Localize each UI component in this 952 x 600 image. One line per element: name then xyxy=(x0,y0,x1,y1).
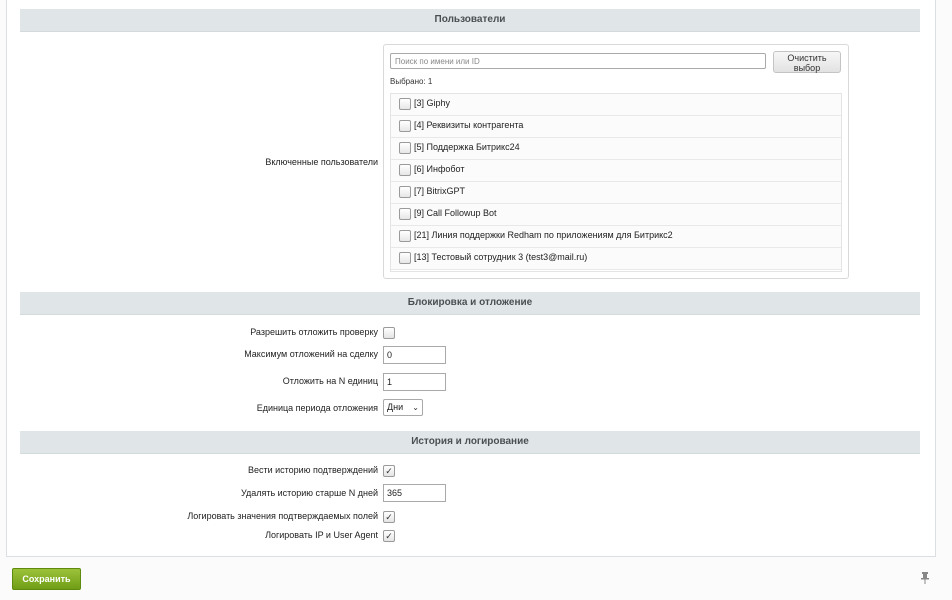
log-ip-checkbox[interactable]: ✓ xyxy=(383,530,395,542)
user-list-item[interactable] xyxy=(391,248,841,270)
user-checkbox[interactable] xyxy=(399,98,411,110)
allow-postpone-checkbox[interactable] xyxy=(383,327,395,339)
section-header-users: Пользователи xyxy=(20,9,920,32)
user-checkbox[interactable] xyxy=(399,208,411,220)
postpone-units-input[interactable]: 1 xyxy=(383,373,446,391)
user-checkbox[interactable] xyxy=(399,186,411,198)
period-unit-label: Единица периода отложения xyxy=(256,403,378,413)
user-list-item[interactable] xyxy=(391,204,841,226)
user-list-item[interactable] xyxy=(391,182,841,204)
log-values-checkbox[interactable]: ✓ xyxy=(383,511,395,523)
pin-icon-svg xyxy=(920,572,930,584)
user-label: [6] Инфобот xyxy=(414,164,465,174)
clear-selection-button[interactable]: Очистить выбор xyxy=(773,51,841,73)
user-label: [3] Giphy xyxy=(414,98,451,108)
postpone-units-label: Отложить на N единиц xyxy=(282,376,378,386)
period-unit-value: Дни xyxy=(387,402,404,412)
user-list[interactable] xyxy=(390,93,842,272)
keep-history-label: Вести историю подтверждений xyxy=(247,465,378,475)
enabled-users-label: Включенные пользователи xyxy=(265,157,378,167)
delete-older-input[interactable]: 365 xyxy=(383,484,446,502)
user-checkbox[interactable] xyxy=(399,252,411,264)
user-label: [5] Поддержка Битрикс24 xyxy=(414,142,520,152)
user-checkbox[interactable] xyxy=(399,164,411,176)
user-list-item[interactable] xyxy=(391,116,841,138)
max-postpones-label: Максимум отложений на сделку xyxy=(244,349,378,359)
user-list-item[interactable] xyxy=(391,138,841,160)
user-label: [13] Тестовый сотрудник 3 (test3@mail.ru) xyxy=(414,252,588,262)
log-ip-label: Логировать IP и User Agent xyxy=(265,530,378,540)
user-label: [21] Линия поддержки Redham по приложениям для Битрикс2 xyxy=(414,230,673,240)
user-list-item[interactable] xyxy=(391,94,841,116)
log-values-label: Логировать значения подтверждаемых полей xyxy=(187,511,378,521)
pin-icon[interactable] xyxy=(920,572,930,587)
user-checkbox[interactable] xyxy=(399,120,411,132)
user-search-input[interactable] xyxy=(390,53,766,69)
delete-older-label: Удалять историю старше N дней xyxy=(240,488,378,498)
period-unit-select[interactable] xyxy=(383,399,423,416)
keep-history-checkbox[interactable]: ✓ xyxy=(383,465,395,477)
selected-count: Выбрано: 1 xyxy=(390,77,433,86)
user-list-item[interactable] xyxy=(391,160,841,182)
user-label: [7] BitrixGPT xyxy=(414,186,466,196)
user-selector xyxy=(383,44,849,279)
user-checkbox[interactable] xyxy=(399,230,411,242)
save-button[interactable]: Сохранить xyxy=(12,568,81,590)
section-header-blocking: Блокировка и отложение xyxy=(20,292,920,315)
user-label: [4] Реквизиты контрагента xyxy=(414,120,524,130)
max-postpones-input[interactable]: 0 xyxy=(383,346,446,364)
user-label: [9] Call Followup Bot xyxy=(414,208,497,218)
user-checkbox[interactable] xyxy=(399,142,411,154)
chevron-down-icon: ⌄ xyxy=(412,403,419,412)
section-header-history: История и логирование xyxy=(20,431,920,454)
user-list-item[interactable] xyxy=(391,226,841,248)
allow-postpone-label: Разрешить отложить проверку xyxy=(250,327,378,337)
